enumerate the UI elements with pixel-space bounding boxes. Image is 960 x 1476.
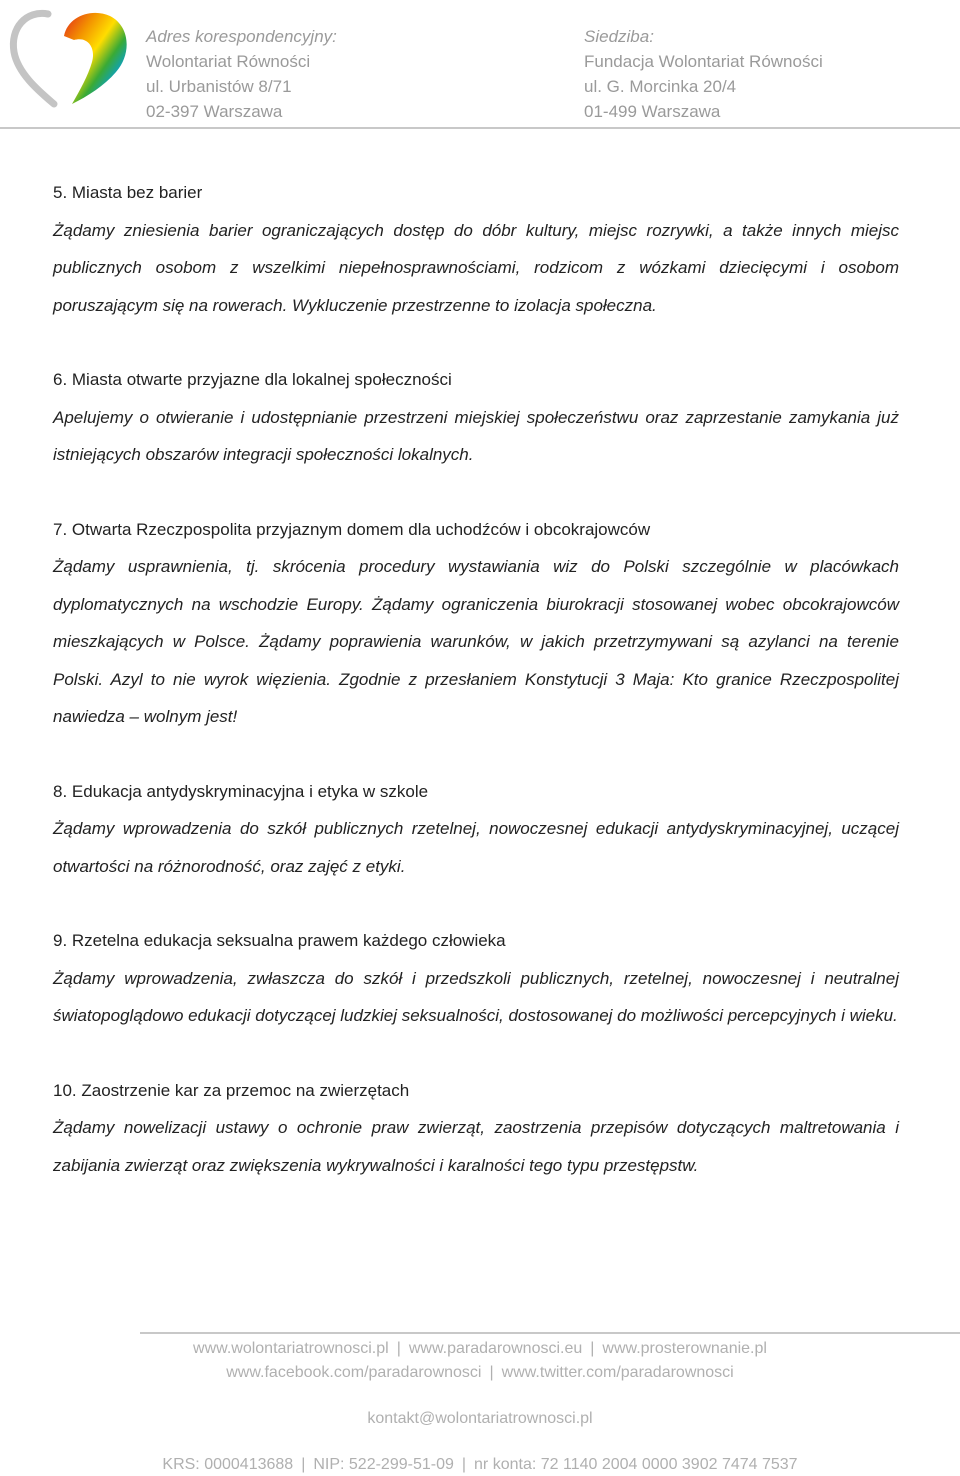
correspondence-address — [146, 24, 337, 124]
footer-divider — [140, 1332, 960, 1334]
seat-city: 01-499 Warszawa — [584, 102, 721, 121]
section-8 — [53, 773, 899, 886]
correspondence-label: Adres korespondencyjny: — [146, 27, 337, 46]
section-text: Żądamy wprowadzenia do szkół publicznych rzetelnej, nowoczesnej edukacji antydyskryminacyjnej, uczącej otwartości na różnorodność, oraz zajęć z etyki. — [53, 819, 899, 876]
document-body — [53, 174, 899, 1221]
link-facebook[interactable]: www.facebook.com/paradarownosci — [226, 1364, 482, 1381]
footer-email — [0, 1410, 960, 1428]
header-divider — [0, 127, 960, 129]
section-title: 6. Miasta otwarte przyjazne dla lokalnej społeczności — [53, 370, 452, 389]
footer-registry — [0, 1456, 960, 1474]
section-title: 8. Edukacja antydyskryminacyjna i etyka w szkole — [53, 781, 429, 801]
nip-number: NIP: 522-299-51-09 — [313, 1456, 454, 1473]
separator: | — [590, 1340, 595, 1357]
seat-street: ul. G. Morcinka 20/4 — [584, 77, 737, 96]
section-text: Żądamy wprowadzenia, zwłaszcza do szkół i przedszkoli publicznych, rzetelnej, nowoczesnej i neutralnej światopoglądowo edukacji dotyczącej ludzkiej seksualności, dostosowanej do możliwości percepcyjnych i wieku. — [53, 968, 899, 1025]
correspondence-name: Wolontariat Równości — [146, 52, 311, 71]
seat-name: Fundacja Wolontariat Równości — [584, 52, 823, 71]
section-text: Żądamy nowelizacji ustawy o ochronie praw zwierząt, zaostrzenia przepisów dotyczących maltretowania i zabijania zwierząt oraz zwiększenia wykrywalności i karalności tego typu przestępstw. — [53, 1118, 899, 1175]
section-title: 7. Otwarta Rzeczpospolita przyjaznym domem dla uchodźców i obcokrajowców — [53, 519, 651, 539]
email-link[interactable]: kontakt@wolontariatrownosci.pl — [367, 1410, 593, 1427]
separator: | — [489, 1364, 494, 1381]
section-text: Apelujemy o otwieranie i udostępnianie przestrzeni miejskiej społeczeństwu oraz zaprzestanie zamykania już istniejących obszarów integracji społeczności lokalnych. — [53, 407, 899, 464]
section-9 — [53, 922, 899, 1035]
section-10 — [53, 1072, 899, 1185]
section-7 — [53, 511, 899, 736]
link-wolontariat[interactable]: www.wolontariatrownosci.pl — [193, 1340, 389, 1357]
footer-websites — [0, 1340, 960, 1358]
correspondence-city: 02-397 Warszawa — [146, 102, 283, 121]
separator: | — [461, 1456, 467, 1473]
seat-label: Siedziba: — [584, 27, 654, 46]
section-title: 10. Zaostrzenie kar za przemoc na zwierzętach — [53, 1080, 410, 1100]
section-text: Żądamy zniesienia barier ograniczających dostęp do dóbr kultury, miejsc rozrywki, a także innych miejsc publicznych osobom z wszelkimi niepełnosprawnościami, rodzicom z wózkami dziecięcymi i osobom poruszającym się na rowerach. Wykluczenie przestrzenne to izolacja społeczna. — [53, 220, 899, 315]
separator: | — [396, 1340, 401, 1357]
link-prosterownanie[interactable]: www.prosterownanie.pl — [602, 1340, 767, 1357]
correspondence-street: ul. Urbanistów 8/71 — [146, 77, 292, 96]
bank-account: nr konta: 72 1140 2004 0000 3902 7474 7537 — [474, 1456, 798, 1473]
link-parada[interactable]: www.paradarownosci.eu — [408, 1340, 583, 1357]
section-title: 9. Rzetelna edukacja seksualna prawem każdego człowieka — [53, 931, 506, 950]
separator: | — [301, 1456, 306, 1473]
footer-social — [0, 1364, 960, 1382]
section-title: 5. Miasta bez barier — [53, 183, 203, 202]
heart-logo-icon — [8, 6, 132, 110]
section-6 — [53, 361, 899, 474]
seat-address — [584, 24, 823, 124]
section-text: Żądamy usprawnienia, tj. skrócenia procedury wystawiania wiz do Polski szczególnie w placówkach dyplomatycznych na wschodzie Europy. Żądamy ograniczenia biurokracji stosowanej wobec obcokrajowców mieszkających w Polsce. Żądamy poprawienia warunków, w jakich przetrzymywani są azylanci na terenie Polski. Azyl to nie wyrok więzienia. Zgodnie z przesłaniem Konstytucji 3 Maja: Kto granice Rzeczpospolitej nawiedza – wolnym jest! — [53, 557, 899, 726]
link-twitter[interactable]: www.twitter.com/paradarownosci — [501, 1364, 734, 1381]
krs-number: KRS: 0000413688 — [162, 1456, 294, 1473]
section-5 — [53, 174, 899, 324]
letterhead — [0, 0, 960, 130]
